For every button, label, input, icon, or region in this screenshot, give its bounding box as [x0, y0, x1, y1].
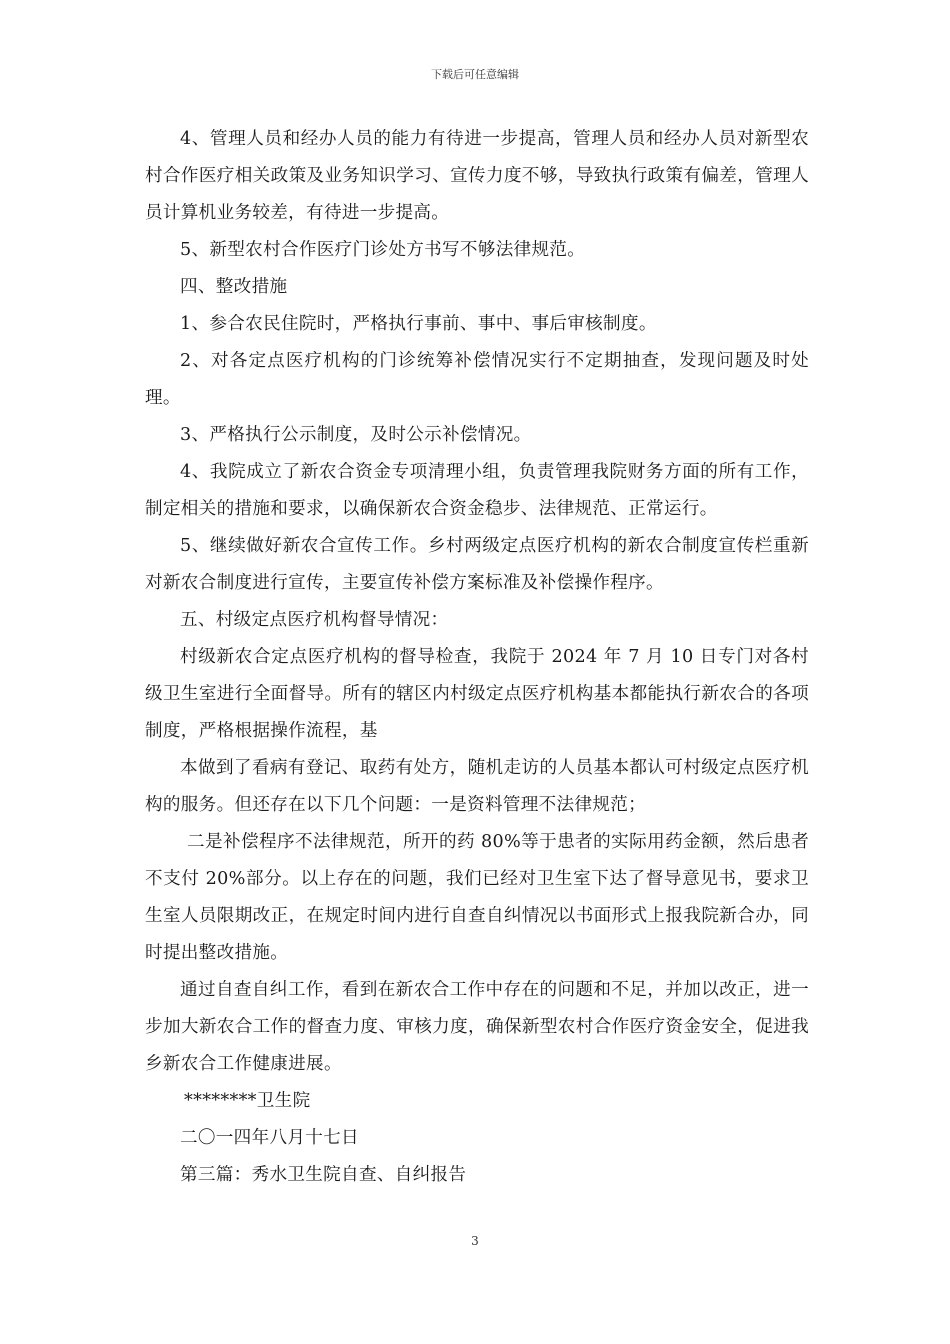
section-heading-supervision: 五、村级定点医疗机构督导情况：: [180, 610, 449, 630]
paragraph-measure-1: 1、参合农民住院时，严格执行事前、事中、事后审核制度。: [180, 314, 657, 334]
paragraph-supervision-2: 本做到了看病有登记、取药有处方，随机走访的人员基本都认可村级定点医疗机构的服务。但还存在以下几个问题：一是资料管理不法律规范；: [145, 758, 809, 815]
paragraph-measure-5: 5、继续做好新农合宣传工作。乡村两级定点医疗机构的新农合制度宣传栏重新对新农合制度进行宣传，主要宣传补偿方案标准及补偿操作程序。: [145, 536, 809, 593]
paragraph-issue-4: 4、管理人员和经办人员的能力有待进一步提高，管理人员和经办人员对新型农村合作医疗相关政策及业务知识学习、宣传力度不够，导致执行政策有偏差，管理人员计算机业务较差，有待进一步提高。: [145, 129, 809, 223]
paragraph-measure-2: 2、对各定点医疗机构的门诊统筹补偿情况实行不定期抽查，发现问题及时处理。: [145, 351, 809, 408]
paragraph-issue-5: 5、新型农村合作医疗门诊处方书写不够法律规范。: [180, 240, 586, 260]
paragraph-supervision-3: 二是补偿程序不法律规范，所开的药 80%等于患者的实际用药金额，然后患者不支付 20%部分。以上存在的问题，我们已经对卫生室下达了督导意见书，要求卫生室人员限期改正，在规定时间内进行自查自纠情况以书面形式上报我院新合办，同时提出整改措施。: [145, 832, 809, 963]
document-body: [145, 121, 809, 1194]
section-heading-rectification: 四、整改措施: [180, 277, 288, 297]
paragraph-conclusion: 通过自查自纠工作，看到在新农合工作中存在的问题和不足，并加以改正，进一步加大新农合工作的督查力度、审核力度，确保新型农村合作医疗资金安全，促进我乡新农合工作健康进展。: [145, 980, 809, 1074]
paragraph-supervision-1: 村级新农合定点医疗机构的督导检查，我院于 2024 年 7 月 10 日专门对各村级卫生室进行全面督导。所有的辖区内村级定点医疗机构基本都能执行新农合的各项制度，严格根据操作流程，基: [145, 647, 809, 741]
page-number: 3: [471, 1234, 479, 1248]
paragraph-measure-3: 3、严格执行公示制度，及时公示补偿情况。: [180, 425, 532, 445]
signature-date: 二〇一四年八月十七日: [180, 1128, 359, 1148]
page-header: 下载后可任意编辑: [431, 68, 519, 81]
paragraph-measure-4: 4、我院成立了新农合资金专项清理小组，负责管理我院财务方面的所有工作，制定相关的措施和要求，以确保新农合资金稳步、法律规范、正常运行。: [145, 462, 809, 519]
next-section-title: 第三篇：秀水卫生院自查、自纠报告: [180, 1165, 467, 1185]
signature-organization: ********卫生院: [184, 1091, 311, 1111]
